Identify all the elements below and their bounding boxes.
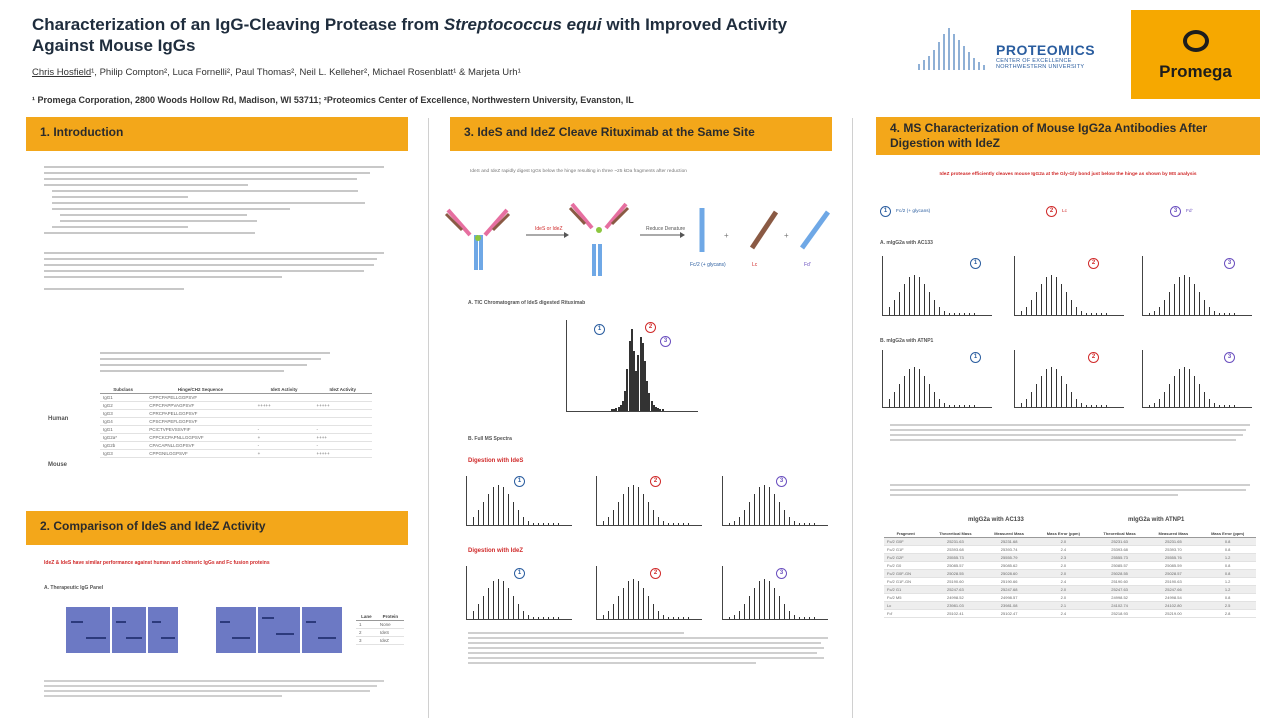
cell: None: [377, 621, 404, 629]
cell: CPACAPNLLGGPSVF: [146, 442, 254, 450]
peak-label-2-icon: 2: [645, 322, 656, 333]
cell: -: [314, 426, 372, 434]
cell: IdeZ: [377, 637, 404, 645]
table-row: [884, 562, 1256, 570]
spectrum-2-icon: 2: [650, 476, 661, 487]
cell: 1.2: [1199, 586, 1256, 594]
table-row: [100, 418, 372, 426]
th-sequence: Hinge/CH2 Sequence: [146, 386, 254, 394]
cell: 24998.57: [983, 594, 1035, 602]
cell: IgG1: [100, 394, 146, 402]
table-row: [884, 538, 1256, 546]
th-fragment: Fragment: [884, 530, 927, 538]
cell: IgG1: [100, 426, 146, 434]
legend-fd-icon: 3: [1170, 206, 1181, 217]
section-3-header: 3. IdeS and IdeZ Cleave Rituximab at the Same Site: [450, 117, 832, 151]
cell: 2.0: [1035, 586, 1092, 594]
title-text-2: with Improved Activity: [601, 15, 788, 34]
th-err-2: Mass Error (ppm): [1199, 530, 1256, 538]
proteomics-sub1: CENTER OF EXCELLENCE: [996, 58, 1072, 64]
th-subclass: Subclass: [100, 386, 146, 394]
th-meas-1: Measured Mass: [983, 530, 1035, 538]
poster-title: [32, 14, 912, 56]
table-row: [100, 402, 372, 410]
gel-image-5: [258, 607, 300, 653]
cell: CPPGNILGGPSVF: [146, 450, 254, 458]
intro-paragraph-1: [44, 166, 384, 238]
cell: 25085.59: [1147, 562, 1199, 570]
table-group-mouse: Mouse: [48, 462, 68, 468]
table-row: [884, 546, 1256, 554]
table-header-row: [100, 386, 372, 394]
cell: +: [255, 434, 314, 442]
peak-label-3-icon: 3: [660, 336, 671, 347]
section-4-red-note: IdeZ protease efficiently cleaves mouse IgG2a at the Gly-Gly bond just below the hinge as shown by MS analysis: [939, 172, 1197, 177]
table-row: [100, 394, 372, 402]
table-row: [884, 586, 1256, 594]
cell: IgG2a*: [100, 434, 146, 442]
cell: 2.5: [1199, 602, 1256, 610]
th-idez: IdeZ Activity: [314, 386, 372, 394]
table-header-row: [884, 530, 1256, 538]
cell: 25028.55: [1092, 570, 1148, 578]
table-row: [884, 570, 1256, 578]
th-err-1: Mass Error (ppm): [1035, 530, 1092, 538]
cell: 25219.00: [1147, 610, 1199, 618]
cell: 0.8: [1199, 570, 1256, 578]
cell: 2.4: [1035, 578, 1092, 586]
cell: 2.4: [1035, 610, 1092, 618]
cell: 2.0: [1035, 538, 1092, 546]
digestion-idez-label: Digestion with IdeZ: [468, 548, 523, 554]
atnp1-fc2-icon: 1: [970, 352, 981, 363]
cell: 2.0: [1035, 562, 1092, 570]
atnp1-fd-icon: 3: [1224, 352, 1235, 363]
spectrum-2b-icon: 2: [650, 568, 661, 579]
cell: 2.1: [1035, 602, 1092, 610]
fragment-label-lc: Lc: [752, 262, 758, 268]
ms-ac133-fd: [1142, 256, 1252, 316]
cell: -: [255, 442, 314, 450]
cell: 1.2: [1199, 578, 1256, 586]
fragment-label-fc2: Fc/2 (+ glycans): [690, 262, 726, 268]
cell: 25085.62: [983, 562, 1035, 570]
cell: 23981.03: [927, 602, 983, 610]
figure-4-caption: [890, 424, 1250, 444]
intact-igg-icon: [446, 210, 509, 270]
cell: 24998.52: [1092, 594, 1148, 602]
cell: 25231.65: [1147, 538, 1199, 546]
cell: 0.8: [1199, 546, 1256, 554]
cell: 24998.54: [1147, 594, 1199, 602]
cell: +++++: [314, 402, 372, 410]
cell: +: [255, 450, 314, 458]
table-2-mass-results: [884, 530, 1256, 618]
ac133-lc-icon: 2: [1088, 258, 1099, 269]
cell: IgG4: [100, 418, 146, 426]
cell: CPPCKCPAPNLLGGPSVF: [146, 434, 254, 442]
gel-image-3: [148, 607, 178, 653]
table-row: [884, 610, 1256, 618]
intro-reference: [44, 288, 244, 294]
cell: Lc: [884, 602, 927, 610]
tic-panel-label: A. TIC Chromatogram of IdeS digested Rituximab: [468, 300, 586, 306]
cell: 25028.60: [983, 570, 1035, 578]
cell: 25028.57: [1147, 570, 1199, 578]
cell: 25555.73: [1092, 554, 1148, 562]
table-row: [100, 450, 372, 458]
proteomics-name: PROTEOMICS: [996, 42, 1096, 58]
cell: Fc/2 G1: [884, 586, 927, 594]
fd-fragment-icon: [802, 212, 828, 248]
promega-name: Promega: [1159, 62, 1232, 81]
cell: 25247.63: [927, 586, 983, 594]
cell: IgG2: [100, 402, 146, 410]
table-row: [100, 410, 372, 418]
cell: 25247.68: [983, 586, 1035, 594]
cell: 2: [356, 629, 377, 637]
cell: 0.8: [1199, 562, 1256, 570]
cell: 25393.74: [983, 546, 1035, 554]
cell: Fc/2 G0: [884, 562, 927, 570]
cleaved-igg-icon: [570, 204, 628, 276]
cell: 25247.66: [1147, 586, 1199, 594]
cell: 24998.52: [927, 594, 983, 602]
cell: 25555.79: [983, 554, 1035, 562]
cell: [314, 418, 372, 426]
cell: [314, 410, 372, 418]
arrow-label-reduce: Reduce Denature: [646, 226, 686, 232]
cell: [255, 394, 314, 402]
section-1-header: 1. Introduction: [26, 117, 408, 151]
cell: 2.8: [1199, 610, 1256, 618]
cell: CPPCPAPELLGGPSVF: [146, 394, 254, 402]
peak-label-1-icon: 1: [594, 324, 605, 335]
legend-th-lane: Lane: [356, 613, 377, 621]
gel-image-2: [112, 607, 146, 653]
cell: 25393.70: [1147, 546, 1199, 554]
title-text-1: Characterization of an IgG-Cleaving Protease from: [32, 15, 444, 34]
author-list: [32, 67, 521, 78]
table-1-hinge-sequences: [100, 386, 372, 458]
proteomics-sub2: NORTHWESTERN UNIVERSITY: [996, 64, 1085, 70]
section-2-red-note: IdeZ & IdeS have similar performance against human and chimeric IgGs and Fc fusion proteins: [44, 560, 270, 566]
cell: 2.0: [1035, 570, 1092, 578]
cell: 2.0: [1035, 594, 1092, 602]
fragment-label-fd: Fd': [804, 262, 811, 268]
first-author: Chris Hosfield: [32, 67, 92, 78]
svg-text:+: +: [724, 231, 729, 240]
cell: 25102.47: [983, 610, 1035, 618]
legend-lc-icon: 2: [1046, 206, 1057, 217]
cell: [314, 394, 372, 402]
cell: 25231.63: [927, 538, 983, 546]
section-3-intro: IdeS and IdeZ rapidly digest IgGs below the hinge resulting in three ~25 kDa fragments after reduction: [470, 169, 687, 174]
column-divider-1: [428, 118, 429, 718]
spectrum-3b-icon: 3: [776, 568, 787, 579]
cell: 25555.73: [927, 554, 983, 562]
table-row: [884, 602, 1256, 610]
cell: 23981.08: [983, 602, 1035, 610]
cell: Fc/2 G1F: [884, 546, 927, 554]
cell: CPRCPAPELLGGPSVF: [146, 410, 254, 418]
panel-a-label: A. mIgG2a with AC133: [880, 240, 933, 246]
ac133-fd-icon: 3: [1224, 258, 1235, 269]
ms-spectrum-ides-2: [596, 476, 702, 526]
table-1-caption: [100, 352, 330, 376]
cell: IdeS: [377, 629, 404, 637]
cell: [255, 418, 314, 426]
legend-th-protein: Protein: [377, 613, 404, 621]
proteomics-logo: [918, 24, 1118, 76]
ms-ac133-lc: [1014, 256, 1124, 316]
spectrum-3-icon: 3: [776, 476, 787, 487]
ms-atnp1-lc: [1014, 350, 1124, 408]
table-row: [884, 554, 1256, 562]
ms-spectrum-idez-2: [596, 566, 702, 620]
column-divider-2: [852, 118, 853, 718]
cell: Fc/2 G0F-GN: [884, 570, 927, 578]
gel-panel-label: A. Therapeutic IgG Panel: [44, 585, 104, 591]
cell: 25393.68: [927, 546, 983, 554]
cell: -: [255, 426, 314, 434]
cell: 25190.60: [927, 578, 983, 586]
cell: 25102.41: [927, 610, 983, 618]
legend-fc2-label: Fc/2 (+ glycans): [896, 209, 931, 214]
lc-fragment-icon: [752, 212, 776, 248]
intro-paragraph-2: [44, 252, 384, 282]
cell: CPSCPAPEFLGGPSVF: [146, 418, 254, 426]
cell: 2.3: [1035, 554, 1092, 562]
cell: [255, 410, 314, 418]
cell: 25190.66: [983, 578, 1035, 586]
legend-lc-label: Lc: [1062, 209, 1068, 214]
cell: Fd': [884, 610, 927, 618]
affiliations: ¹ Promega Corporation, 2800 Woods Hollow Rd, Madison, WI 53711; ²Proteomics Center of Excellence, Northwestern University, Evanston, IL: [32, 95, 634, 105]
ac133-fc2-icon: 1: [970, 258, 981, 269]
cell: Fc/2 G1F-GN: [884, 578, 927, 586]
table-row: [884, 594, 1256, 602]
figure-3-caption: [468, 632, 828, 667]
section-2-header: 2. Comparison of IdeS and IdeZ Activity: [26, 511, 408, 545]
antibody-cleavage-diagram: [440, 190, 840, 280]
cell: CPPCPAPPVAGPSVF: [146, 402, 254, 410]
table-row: [100, 434, 372, 442]
svg-text:+: +: [784, 231, 789, 240]
th-theo-2: Theoretical Mass: [1092, 530, 1148, 538]
title-line-2: Against Mouse IgGs: [32, 36, 196, 55]
figure-2-caption: [44, 680, 384, 700]
th-meas-2: Measured Mass: [1147, 530, 1199, 538]
cell: 0.8: [1199, 538, 1256, 546]
arrow-label-ides-idez: IdeS or IdeZ: [535, 226, 563, 232]
table-group-atnp1: mIgG2a with ATNP1: [1128, 517, 1185, 523]
cell: -: [314, 442, 372, 450]
table-row: [884, 578, 1256, 586]
cell: 25393.68: [1092, 546, 1148, 554]
cell: 25085.57: [927, 562, 983, 570]
cell: 25555.76: [1147, 554, 1199, 562]
cell: Fc/2 G2F: [884, 554, 927, 562]
atnp1-lc-icon: 2: [1088, 352, 1099, 363]
cell: 0.8: [1199, 594, 1256, 602]
ms-panel-label: B. Full MS Spectra: [468, 436, 512, 442]
spectrum-1-icon: 1: [514, 476, 525, 487]
cell: PCICTVPEVSSVFIF: [146, 426, 254, 434]
cell: 25247.63: [1092, 586, 1148, 594]
cell: IgG2b: [100, 442, 146, 450]
cell: 25085.57: [1092, 562, 1148, 570]
poster-header: [0, 0, 1280, 112]
section-4-header: 4. MS Characterization of Mouse IgG2a Antibodies After Digestion with IdeZ: [876, 117, 1260, 155]
other-authors: ¹, Philip Compton², Luca Fornelli², Paul Thomas², Neil L. Kelleher², Michael Rosenblatt¹ & Marjeta Urh¹: [91, 67, 521, 78]
proteomics-subtitle: [996, 58, 1084, 70]
gel-image-6: [302, 607, 342, 653]
table-group-human: Human: [48, 416, 69, 422]
ms-spectrum-ides-3: [722, 476, 828, 526]
cell: 24102.80: [1147, 602, 1199, 610]
ms-spectrum-idez-3: [722, 566, 828, 620]
th-theo-1: Theoretical Mass: [927, 530, 983, 538]
cell: +++++: [314, 450, 372, 458]
cell: 2.4: [1035, 546, 1092, 554]
cell: ++++: [314, 434, 372, 442]
digestion-ides-label: Digestion with IdeS: [468, 458, 524, 464]
table-row: [100, 442, 372, 450]
th-ides: IdeS Activity: [255, 386, 314, 394]
cell: +++++: [255, 402, 314, 410]
tic-chromatogram: [566, 320, 698, 412]
promega-ring-icon: [1183, 30, 1209, 52]
proteomics-bars-icon: [918, 28, 996, 70]
spectrum-1b-icon: 1: [514, 568, 525, 579]
promega-logo: [1131, 10, 1260, 99]
cell: IgG3: [100, 450, 146, 458]
cell: IgG3: [100, 410, 146, 418]
gel-image-4: [216, 607, 256, 653]
panel-b-label: B. mIgG2a with ATNP1: [880, 338, 934, 344]
cell: 24102.74: [1092, 602, 1148, 610]
gel-lane-legend: [356, 613, 404, 645]
cell: 1.2: [1199, 554, 1256, 562]
table-group-ac133: mIgG2a with AC133: [968, 517, 1024, 523]
table-row: [100, 426, 372, 434]
table-2-caption: [890, 484, 1250, 499]
gel-image-1: [66, 607, 110, 653]
ms-atnp1-fd: [1142, 350, 1252, 408]
cell: Fc/2 G0F: [884, 538, 927, 546]
cell: 25231.63: [1092, 538, 1148, 546]
cell: 25231.68: [983, 538, 1035, 546]
cell: 25218.93: [1092, 610, 1148, 618]
cell: 1: [356, 621, 377, 629]
cell: 25190.60: [1092, 578, 1148, 586]
cell: 25028.55: [927, 570, 983, 578]
cell: Fc/2 M5: [884, 594, 927, 602]
legend-fc2-icon: 1: [880, 206, 891, 217]
title-italic: Streptococcus equi: [443, 15, 602, 34]
cell: 25190.63: [1147, 578, 1199, 586]
legend-fd-label: Fd': [1186, 209, 1193, 214]
cell: 3: [356, 637, 377, 645]
